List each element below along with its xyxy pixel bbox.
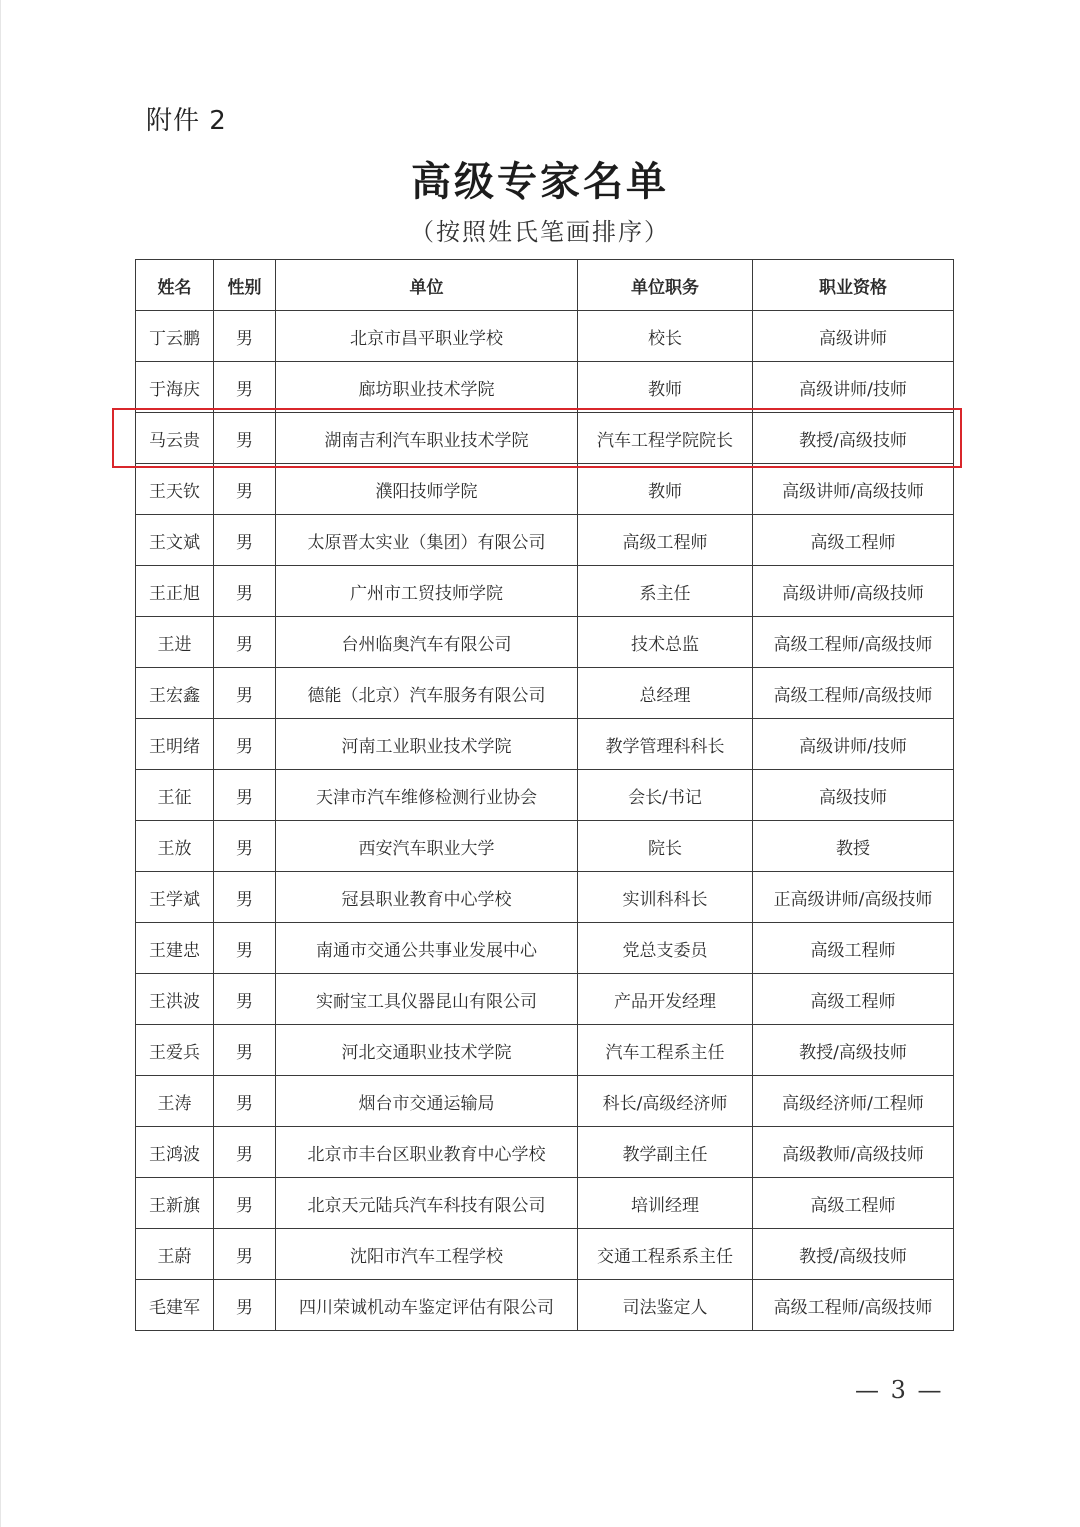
cell-position: 汽车工程系主任: [578, 1025, 753, 1076]
cell-gender: 男: [214, 617, 276, 668]
cell-name: 王宏鑫: [136, 668, 214, 719]
cell-gender: 男: [214, 719, 276, 770]
cell-unit: 太原晋太实业（集团）有限公司: [276, 515, 578, 566]
cell-qualification: 高级讲师/技师: [753, 362, 954, 413]
cell-position: 总经理: [578, 668, 753, 719]
cell-gender: 男: [214, 515, 276, 566]
header-unit: 单位: [276, 260, 578, 311]
cell-position: 系主任: [578, 566, 753, 617]
table-row: [136, 566, 954, 617]
cell-name: 于海庆: [136, 362, 214, 413]
cell-unit: 冠县职业教育中心学校: [276, 872, 578, 923]
table-row: [136, 974, 954, 1025]
header-name: 姓名: [136, 260, 214, 311]
cell-position: 实训科科长: [578, 872, 753, 923]
cell-position: 教师: [578, 464, 753, 515]
cell-position: 党总支委员: [578, 923, 753, 974]
cell-qualification: 高级讲师/高级技师: [753, 464, 954, 515]
table-row: [136, 1229, 954, 1280]
cell-unit: 天津市汽车维修检测行业协会: [276, 770, 578, 821]
cell-unit: 德能（北京）汽车服务有限公司: [276, 668, 578, 719]
table-row: [136, 464, 954, 515]
table-row: [136, 617, 954, 668]
highlight-box: [112, 408, 962, 468]
cell-gender: 男: [214, 1127, 276, 1178]
cell-unit: 北京天元陆兵汽车科技有限公司: [276, 1178, 578, 1229]
cell-unit: 北京市昌平职业学校: [276, 311, 578, 362]
cell-position: 产品开发经理: [578, 974, 753, 1025]
cell-position: 技术总监: [578, 617, 753, 668]
cell-qualification: 教授/高级技师: [753, 1229, 954, 1280]
cell-name: 王进: [136, 617, 214, 668]
cell-unit: 四川荣诚机动车鉴定评估有限公司: [276, 1280, 578, 1331]
cell-name: 王正旭: [136, 566, 214, 617]
cell-gender: 男: [214, 872, 276, 923]
table-row: [136, 1025, 954, 1076]
cell-gender: 男: [214, 821, 276, 872]
cell-qualification: 高级工程师/高级技师: [753, 668, 954, 719]
cell-name: 毛建军: [136, 1280, 214, 1331]
table-row: [136, 668, 954, 719]
cell-qualification: 教授: [753, 821, 954, 872]
cell-qualification: 教授/高级技师: [753, 1025, 954, 1076]
table-row: [136, 1178, 954, 1229]
cell-qualification: 教授/高级技师: [753, 413, 954, 464]
cell-unit: 台州临奥汽车有限公司: [276, 617, 578, 668]
cell-unit: 濮阳技师学院: [276, 464, 578, 515]
cell-qualification: 高级工程师: [753, 923, 954, 974]
table-row: [136, 362, 954, 413]
cell-name: 王爱兵: [136, 1025, 214, 1076]
table-row: [136, 1280, 954, 1331]
cell-gender: 男: [214, 923, 276, 974]
cell-unit: 廊坊职业技术学院: [276, 362, 578, 413]
cell-gender: 男: [214, 1229, 276, 1280]
table-row: [136, 1076, 954, 1127]
cell-qualification: 高级技师: [753, 770, 954, 821]
cell-gender: 男: [214, 1178, 276, 1229]
table-header-row: [136, 260, 954, 311]
cell-name: 王洪波: [136, 974, 214, 1025]
table-row: [136, 872, 954, 923]
cell-unit: 河北交通职业技术学院: [276, 1025, 578, 1076]
cell-qualification: 正高级讲师/高级技师: [753, 872, 954, 923]
document-title: 高级专家名单: [411, 158, 669, 205]
cell-position: 培训经理: [578, 1178, 753, 1229]
header-qualification: 职业资格: [753, 260, 954, 311]
cell-position: 教学副主任: [578, 1127, 753, 1178]
cell-gender: 男: [214, 974, 276, 1025]
cell-qualification: 高级教师/高级技师: [753, 1127, 954, 1178]
cell-name: 王新旗: [136, 1178, 214, 1229]
cell-unit: 河南工业职业技术学院: [276, 719, 578, 770]
cell-name: 王蔚: [136, 1229, 214, 1280]
cell-position: 教师: [578, 362, 753, 413]
table-row: [136, 515, 954, 566]
cell-qualification: 高级工程师: [753, 1178, 954, 1229]
table-row: [136, 923, 954, 974]
cell-gender: 男: [214, 464, 276, 515]
cell-unit: 南通市交通公共事业发展中心: [276, 923, 578, 974]
cell-qualification: 高级工程师: [753, 515, 954, 566]
cell-position: 汽车工程学院院长: [578, 413, 753, 464]
cell-name: 王天钦: [136, 464, 214, 515]
cell-name: 马云贵: [136, 413, 214, 464]
header-position: 单位职务: [578, 260, 753, 311]
cell-unit: 广州市工贸技师学院: [276, 566, 578, 617]
cell-name: 王学斌: [136, 872, 214, 923]
cell-unit: 北京市丰台区职业教育中心学校: [276, 1127, 578, 1178]
cell-position: 司法鉴定人: [578, 1280, 753, 1331]
cell-name: 王建忠: [136, 923, 214, 974]
cell-name: 王征: [136, 770, 214, 821]
cell-name: 王明绪: [136, 719, 214, 770]
cell-position: 会长/书记: [578, 770, 753, 821]
cell-qualification: 高级讲师: [753, 311, 954, 362]
cell-position: 高级工程师: [578, 515, 753, 566]
cell-qualification: 高级工程师/高级技师: [753, 617, 954, 668]
cell-gender: 男: [214, 1076, 276, 1127]
page-number: — 3 —: [855, 1376, 944, 1404]
table-row: [136, 719, 954, 770]
cell-qualification: 高级工程师: [753, 974, 954, 1025]
table-row: [136, 1127, 954, 1178]
cell-position: 院长: [578, 821, 753, 872]
cell-gender: 男: [214, 668, 276, 719]
cell-qualification: 高级讲师/技师: [753, 719, 954, 770]
header-gender: 性别: [214, 260, 276, 311]
cell-unit: 烟台市交通运输局: [276, 1076, 578, 1127]
cell-unit: 实耐宝工具仪器昆山有限公司: [276, 974, 578, 1025]
cell-name: 丁云鹏: [136, 311, 214, 362]
cell-position: 交通工程系系主任: [578, 1229, 753, 1280]
cell-gender: 男: [214, 1280, 276, 1331]
attachment-label: 附件 2: [146, 106, 227, 136]
table-row: [136, 770, 954, 821]
cell-name: 王鸿波: [136, 1127, 214, 1178]
cell-position: 科长/高级经济师: [578, 1076, 753, 1127]
cell-qualification: 高级工程师/高级技师: [753, 1280, 954, 1331]
cell-position: 校长: [578, 311, 753, 362]
cell-unit: 湖南吉利汽车职业技术学院: [276, 413, 578, 464]
cell-qualification: 高级经济师/工程师: [753, 1076, 954, 1127]
cell-name: 王文斌: [136, 515, 214, 566]
cell-qualification: 高级讲师/高级技师: [753, 566, 954, 617]
cell-gender: 男: [214, 362, 276, 413]
cell-unit: 沈阳市汽车工程学校: [276, 1229, 578, 1280]
cell-name: 王放: [136, 821, 214, 872]
document-subtitle: （按照姓氏笔画排序）: [410, 218, 670, 246]
cell-name: 王涛: [136, 1076, 214, 1127]
cell-unit: 西安汽车职业大学: [276, 821, 578, 872]
cell-position: 教学管理科科长: [578, 719, 753, 770]
table-row: [136, 311, 954, 362]
cell-gender: 男: [214, 566, 276, 617]
table-row: [136, 821, 954, 872]
cell-gender: 男: [214, 413, 276, 464]
cell-gender: 男: [214, 311, 276, 362]
cell-gender: 男: [214, 770, 276, 821]
cell-gender: 男: [214, 1025, 276, 1076]
